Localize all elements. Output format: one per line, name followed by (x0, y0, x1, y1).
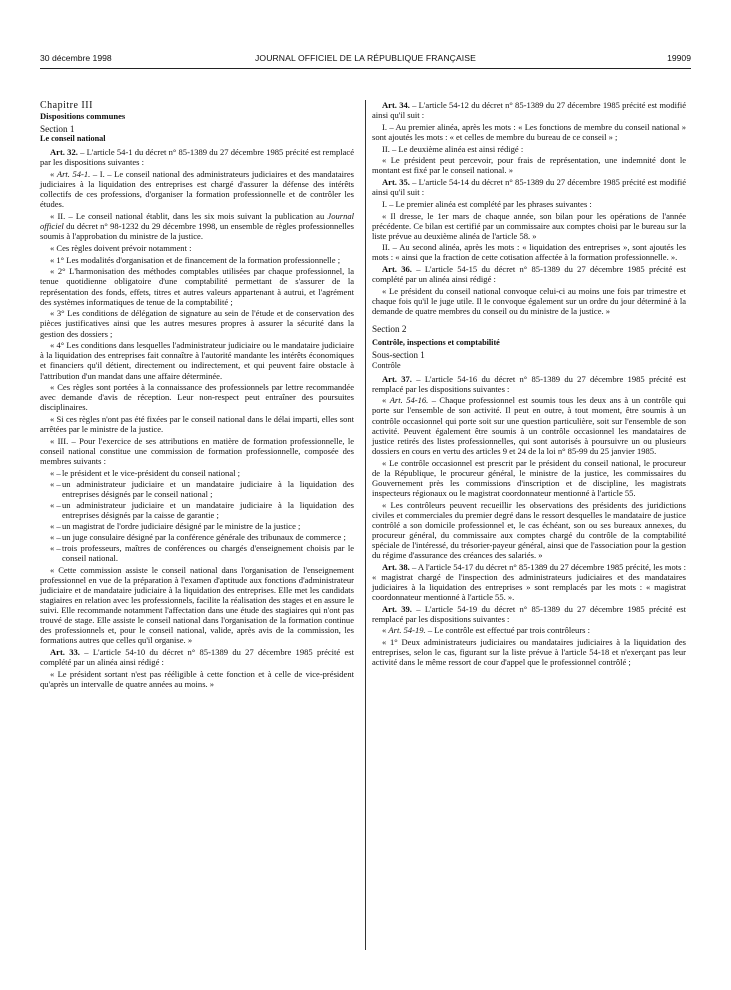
list-item (40, 500, 354, 520)
list-marker: « – (50, 500, 61, 510)
paragraph: « 3° Les conditions de délégation de signature au sein de l'étude et de conservation des pièces justificatives ainsi que les autres mesures propres à assurer la sécurité dans la gestion des dossiers ; (40, 308, 354, 339)
page-header (40, 53, 691, 67)
article-32-label: Art. 32. (50, 147, 78, 158)
paragraph: « 2° L'harmonisation des méthodes comptables utilisées par chaque professionnel, la tenue quotidienne obligatoire d'une comptabilité permettant de s'assurer de la représentation des fonds, effets, titres et autres valeurs appartenant à autrui, et l'agrément des systèmes informatiques de tenue de la comptabilité ; (40, 266, 354, 307)
paragraph: I. – Le premier alinéa est complété par les phrases suivantes : (382, 198, 592, 209)
right-column (372, 100, 686, 669)
quote-mark: « (382, 625, 389, 636)
article-34 (372, 100, 686, 120)
paragraph: « 1° Deux administrateurs judiciaires ou mandataires judiciaires à la liquidation des entreprises, selon le cas, figurant sur la liste prévue à l'article 54-18 et n'exerçant pas leur activité dans le même ressort de cour d'appel que le professionnel contrôlé ; (372, 637, 686, 668)
article-37-text: – L'article 54-16 du décret n° 85-1389 du 27 décembre 1985 précité est remplacé par les dispositions suivantes : (372, 373, 686, 394)
paragraph: II. – Le deuxième alinéa est ainsi rédigé : (382, 143, 524, 154)
paragraph (40, 211, 354, 241)
article-32-text: – L'article 54-1 du décret n° 85-1389 du 27 décembre 1985 précité est remplacé par les dispositions suivantes : (40, 147, 354, 168)
paragraph-text: du décret n° 98-1232 du 29 décembre 1998, un ensemble de règles professionnelles soumis à l'approbation du ministre de la justice. (40, 221, 354, 242)
header-date: 30 décembre 1998 (40, 53, 112, 63)
paragraph: « 4° Les conditions dans lesquelles l'administrateur judiciaire ou le mandataire judiciaire à la liquidation des entreprises fait connaître à l'autorité mandante les intérêts économiques et financiers qu'il détient, directement ou indirectement, et qui peuvent faire obstacle à l'attribution d'un mandat dans une affaire déterminée. (40, 340, 354, 381)
article-37-label: Art. 37. (382, 373, 412, 384)
chapter-heading: Chapitre III (40, 100, 93, 111)
paragraph (40, 169, 354, 209)
article-35 (372, 177, 686, 197)
paragraph: « Si ces règles n'ont pas été fixées par le conseil national dans le délai imparti, elles sont arrêtées par le ministre de la justice. (40, 414, 354, 435)
paragraph (372, 625, 686, 635)
paragraph: I. – Au premier alinéa, après les mots : « Les fonctions de membre du conseil national » sont ajoutés les mots : « et celles de membre du bureau de ce conseil » ; (372, 121, 686, 142)
list-marker: « – (50, 521, 61, 532)
journal-officiel-ref: Journal officiel (40, 211, 354, 232)
list-item-text: le président et le vice-président du conseil national ; (62, 467, 240, 478)
quote-mark: « (382, 395, 390, 406)
list-item (40, 543, 354, 563)
list-item-text: un administrateur judiciaire et un mandataire judiciaire à la liquidation des entreprises désignés par la caisse de garantie ; (62, 500, 354, 521)
article-34-label: Art. 34. (382, 100, 410, 110)
paragraph: « Le président du conseil national convoque celui-ci au moins une fois par trimestre et chaque fois qu'il le juge utile. Il le convoque également sur un ordre du jour déterminé à la demande de quatre membres du conseil ou du ministre de la justice. » (372, 285, 686, 317)
paragraph: « Le contrôle occasionnel est prescrit par le président du conseil national, le procureur de la République, le procureur général, le ministre de la justice, les commissaires du Gouvernement près les commissions d'inscription et de discipline, les magistrats inspecteurs régionaux ou le magistrat coordonnateur mentionné à l'article 55. (372, 457, 686, 498)
list-marker: « – (50, 478, 61, 489)
article-36 (372, 264, 686, 284)
section-2-heading: Section 2 (372, 324, 407, 335)
list-marker: « – (50, 532, 61, 543)
paragraph: « III. – Pour l'exercice de ses attributions en matière de formation professionnelle, le conseil national constitue une commission de formation professionnelle, composée des membres suivants : (40, 435, 354, 467)
paragraph-text: « II. – Le conseil national établit, dans les six mois suivant la publication au (50, 211, 328, 222)
list-item (40, 532, 354, 542)
paragraph-text: – Le contrôle est effectué par trois contrôleurs : (425, 625, 591, 636)
list-marker: « – (50, 467, 61, 478)
list-item (40, 468, 354, 478)
article-36-label: Art. 36. (382, 264, 412, 275)
article-54-1-label: Art. 54-1. (56, 169, 91, 180)
section-title: Le conseil national (40, 134, 106, 144)
article-33-label: Art. 33. (50, 646, 80, 657)
article-35-text: – L'article 54-14 du décret n° 85-1389 du 27 décembre 1985 précité est modifié ainsi qu'il suit : (372, 177, 686, 198)
paragraph: « Les contrôleurs peuvent recueillir les observations des présidents des juridictions civiles et commerciales du premier degré dans le ressort desquelles le mandataire de justice contrôlé a son domicile professionnel et, le cas échéant, son ou ses bureaux annexes, du procureur général, du commissaire aux comptes chargé du contrôle de la comptabilité spéciale de l'intéressé, du trésorier-payeur général, ainsi que de l'association pour la gestion du régime d'assurance des créances des salariés. » (372, 499, 686, 560)
article-33 (40, 647, 354, 667)
header-journal-title: JOURNAL OFFICIEL DE LA RÉPUBLIQUE FRANÇAISE (255, 53, 476, 63)
subsection-1-title: Contrôle (372, 360, 401, 370)
article-39-text: – L'article 54-19 du décret n° 85-1389 du 27 décembre 1985 précité est remplacé par les dispositions suivantes : (372, 603, 686, 624)
header-rule (40, 68, 691, 69)
paragraph (372, 395, 686, 456)
paragraph: « Le président sortant n'est pas rééligible à cette fonction et à celle de vice-président qu'après un intervalle de quatre années au moins. » (40, 668, 354, 689)
article-39 (372, 604, 686, 624)
list-item-text: trois professeurs, maîtres de conférences ou chargés d'enseignement choisis par le conseil national. (62, 543, 354, 564)
article-33-text: – L'article 54-10 du décret n° 85-1389 du 27 décembre 1985 précité est complété par un alinéa ainsi rédigé : (40, 646, 354, 667)
article-54-19-label: Art. 54-19. (388, 625, 426, 636)
list-item-text: un magistrat de l'ordre judiciaire désigné par le ministre de la justice ; (62, 521, 301, 532)
article-36-text: – L'article 54-15 du décret n° 85-1389 du 27 décembre 1985 précité est complété par un alinéa ainsi rédigé : (372, 264, 686, 285)
paragraph: « 1° Les modalités d'organisation et de financement de la formation professionnelle ; (50, 254, 341, 265)
paragraph: « Cette commission assiste le conseil national dans l'organisation de l'enseignement professionnel en vue de la préparation à l'examen d'aptitude aux fonctions d'administrateur judiciaire et de mandataire judiciaire à la liquidation des entreprises. Elle met les candidats stagiaires en relation avec les professionnels, facilite la réalisation des stages et en assure le suivi. Elle recommande notamment l'affectation dans une étude des stagiaires qui n'ont pas trouvé de stage. Elle assiste le conseil national dans l'organisation de la formation continue des professionnels et, pour le conseil national, valide, après avis de la commission, les formations autres que celles qu'il organise. » (40, 564, 354, 646)
left-column (40, 100, 354, 690)
list-marker: « – (50, 543, 61, 554)
paragraph: II. – Au second alinéa, après les mots : « liquidation des entreprises », sont ajoutés les mots : « ainsi que la fraction de cette cotisation affectée à la formation professionnelle. ». (372, 242, 686, 263)
paragraph: « Ces règles doivent prévoir notamment : (50, 243, 192, 253)
article-32 (40, 147, 354, 167)
article-38-text: – A l'article 54-17 du décret n° 85-1389 du 27 décembre 1985 précité, les mots : « magistrat chargé de l'inspection des administrateurs judiciaires et des mandataires judiciaires à la liquidation des entreprises » sont remplacés par les mots : « magistrat coordonnateur mentionné à l'article 55. ». (372, 561, 686, 602)
list-item-text: un administrateur judiciaire et un mandataire judiciaire à la liquidation des entreprises désignés par le conseil national ; (62, 478, 354, 499)
paragraph: « Le président peut percevoir, pour frais de représentation, une indemnité dont le montant est fixé par le conseil national. » (372, 155, 686, 176)
list-item-text: un juge consulaire désigné par la conférence générale des tribunaux de commerce ; (62, 532, 346, 543)
article-34-text: – L'article 54-12 du décret n° 85-1389 du 27 décembre 1985 précité est modifié ainsi qu'il suit : (372, 100, 686, 121)
paragraph-text: – I. – Le conseil national des administrateurs judiciaires et des mandataires judiciaires à la liquidation des entreprises est chargé d'assurer la défense des intérêts collectifs de ces professions, d'organiser la formation professionnelle et de contrôler les études. (40, 169, 354, 210)
section-2-title: Contrôle, inspections et comptabilité (372, 338, 500, 348)
article-38-label: Art. 38. (382, 561, 410, 572)
section-heading: Section 1 (40, 124, 75, 135)
paragraph: « Ces règles sont portées à la connaissance des professionnels par lettre recommandée avec demande d'avis de réception. Leur non-respect peut entraîner des poursuites disciplinaires. (40, 382, 354, 413)
article-38 (372, 562, 686, 602)
list-item (40, 521, 354, 531)
commission-members-list (40, 468, 354, 564)
article-35-label: Art. 35. (382, 177, 410, 188)
subsection-1-heading: Sous-section 1 (372, 350, 425, 361)
column-divider (365, 100, 366, 950)
article-37 (372, 374, 686, 394)
header-page-number: 19909 (667, 53, 691, 63)
paragraph: « Il dresse, le 1er mars de chaque année, son bilan pour les opérations de l'année précédente. Ce bilan est certifié par un commissaire aux comptes choisi par le bureau sur la liste prévue au deuxième alinéa de l'article 58. » (372, 210, 686, 241)
article-54-16-label: Art. 54-16. (389, 395, 429, 406)
chapter-title: Dispositions communes (40, 111, 126, 122)
quote-mark: « (50, 169, 57, 180)
article-39-label: Art. 39. (382, 603, 412, 614)
paragraph-text: – Chaque professionnel est soumis tous les deux ans à un contrôle qui porte sur l'ensemble de son activité. Il peut en outre, à tout moment, être soumis à un contrôle occasionnel qui porte soit sur une question particulière, soit sur l'ensemble de son activité. Peuvent également être soumis à un contrôle occasionnel les mandataires de justice retirés des listes professionnelles, qui sont autorisés à poursuivre un ou plusieurs dossiers en cours en vertu des articles 9 et 24 de la loi n° 85-99 du 25 janvier 1985. (372, 395, 686, 456)
list-item (40, 479, 354, 499)
